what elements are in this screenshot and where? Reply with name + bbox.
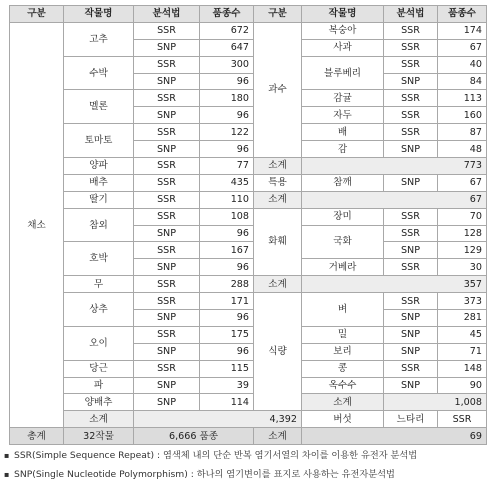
crop-name-cell: 밀	[302, 326, 384, 343]
count-cell: 108	[200, 208, 254, 225]
crop-name-cell: 감	[302, 141, 384, 158]
subtotal-value: 4,392	[134, 411, 302, 428]
method-cell: SNP	[384, 242, 438, 259]
crop-name-cell: 딸기	[64, 191, 134, 208]
table-row	[10, 191, 487, 208]
count-cell: 39	[200, 377, 254, 394]
subtotal-value: 1,008	[384, 394, 487, 411]
count-cell: 40	[438, 56, 487, 73]
count-cell: 175	[200, 326, 254, 343]
header-category: 구분	[10, 6, 64, 23]
method-cell: SSR	[134, 158, 200, 175]
count-cell: 67	[438, 39, 487, 56]
method-cell: SSR	[384, 259, 438, 276]
header-crop-name: 작물명	[302, 6, 384, 23]
method-cell: SSR	[134, 242, 200, 259]
method-cell: SSR	[438, 411, 487, 428]
method-cell: SNP	[134, 39, 200, 56]
category-cell: 버섯	[302, 411, 384, 428]
crop-name-cell: 국화	[302, 225, 384, 259]
count-cell: 129	[438, 242, 487, 259]
count-cell: 288	[200, 276, 254, 293]
method-cell: SNP	[134, 141, 200, 158]
count-cell: 96	[200, 73, 254, 90]
crop-name-cell: 콩	[302, 360, 384, 377]
table-row	[10, 377, 487, 394]
table-row	[10, 242, 487, 259]
method-cell: SNP	[384, 141, 438, 158]
count-cell: 96	[200, 141, 254, 158]
method-cell: SNP	[384, 326, 438, 343]
method-cell: SSR	[134, 191, 200, 208]
method-cell: SSR	[384, 293, 438, 310]
count-cell: 77	[200, 158, 254, 175]
crop-name-cell: 거베라	[302, 259, 384, 276]
method-cell: SSR	[134, 360, 200, 377]
header-row	[10, 6, 487, 23]
count-cell: 373	[438, 293, 487, 310]
table-row	[10, 56, 487, 73]
method-cell: SNP	[384, 343, 438, 360]
count-cell: 71	[438, 343, 487, 360]
category-cell: 특용	[254, 174, 302, 191]
count-cell: 148	[438, 360, 487, 377]
footnote-ssr	[4, 446, 417, 465]
subtotal-label: 소계	[254, 191, 302, 208]
table-row	[10, 360, 487, 377]
subtotal-label: 소계	[254, 428, 302, 445]
method-cell: SNP	[384, 377, 438, 394]
table-row	[10, 276, 487, 293]
method-cell: SSR	[384, 90, 438, 107]
crop-name-cell: 사과	[302, 39, 384, 56]
method-cell: SNP	[384, 174, 438, 191]
table-row	[10, 411, 487, 428]
count-cell: 167	[200, 242, 254, 259]
table-row	[10, 326, 487, 343]
header-method: 분석법	[134, 6, 200, 23]
crop-name-cell: 느타리	[384, 411, 438, 428]
count-cell: 113	[438, 90, 487, 107]
crop-name-cell: 배	[302, 124, 384, 141]
method-cell: SSR	[134, 22, 200, 39]
table-row	[10, 90, 487, 107]
method-cell: SNP	[134, 394, 200, 411]
footnote-snp	[4, 465, 417, 484]
crop-name-cell: 감귤	[302, 90, 384, 107]
crop-name-cell: 참외	[64, 208, 134, 242]
table-row	[10, 394, 487, 411]
count-cell: 67	[438, 174, 487, 191]
crop-name-cell: 벼	[302, 293, 384, 327]
method-cell: SSR	[134, 276, 200, 293]
method-cell: SSR	[134, 293, 200, 310]
count-cell: 48	[438, 141, 487, 158]
header-category: 구분	[254, 6, 302, 23]
total-varieties: 6,666 품종	[134, 428, 254, 445]
count-cell: 96	[200, 310, 254, 327]
method-cell: SSR	[134, 56, 200, 73]
crop-variety-table	[9, 5, 487, 445]
header-variety-count: 품종수	[438, 6, 487, 23]
crop-name-cell: 양배추	[64, 394, 134, 411]
subtotal-label: 소계	[64, 411, 134, 428]
bullet-icon: ▪	[4, 451, 10, 460]
method-cell: SSR	[384, 107, 438, 124]
table-row	[10, 22, 487, 39]
category-cell: 채소	[10, 22, 64, 427]
count-cell: 96	[200, 225, 254, 242]
count-cell: 84	[438, 73, 487, 90]
subtotal-label: 소계	[254, 158, 302, 175]
count-cell: 96	[200, 107, 254, 124]
count-cell: 171	[200, 293, 254, 310]
header-method: 분석법	[384, 6, 438, 23]
header-variety-count: 품종수	[200, 6, 254, 23]
method-cell: SNP	[384, 73, 438, 90]
category-cell: 과수	[254, 22, 302, 157]
header-crop-name: 작물명	[64, 6, 134, 23]
method-cell: SNP	[134, 343, 200, 360]
crop-name-cell: 복숭아	[302, 22, 384, 39]
total-label: 총계	[10, 428, 64, 445]
method-cell: SSR	[384, 360, 438, 377]
count-cell: 128	[438, 225, 487, 242]
footnotes	[4, 446, 417, 484]
subtotal-value: 357	[302, 276, 487, 293]
table-row	[10, 293, 487, 310]
count-cell: 300	[200, 56, 254, 73]
crop-name-cell: 호박	[64, 242, 134, 276]
category-cell: 식량	[254, 293, 302, 411]
count-cell: 110	[200, 191, 254, 208]
footnote-text: SNP(Single Nucleotide Polymorphism) : 하나의 염기변이를 표지로 사용하는 유전자분석법	[14, 469, 395, 480]
count-cell: 281	[438, 310, 487, 327]
crop-name-cell: 토마토	[64, 124, 134, 158]
crop-name-cell: 당근	[64, 360, 134, 377]
table-row	[10, 158, 487, 175]
method-cell: SSR	[134, 124, 200, 141]
method-cell: SSR	[384, 208, 438, 225]
method-cell: SSR	[384, 39, 438, 56]
crop-name-cell: 참깨	[302, 174, 384, 191]
method-cell: SNP	[134, 377, 200, 394]
count-cell: 647	[200, 39, 254, 56]
count-cell: 70	[438, 208, 487, 225]
count-cell: 90	[438, 377, 487, 394]
method-cell: SSR	[384, 225, 438, 242]
subtotal-label: 소계	[254, 276, 302, 293]
method-cell: SSR	[134, 90, 200, 107]
method-cell: SSR	[134, 174, 200, 191]
count-cell: 96	[200, 259, 254, 276]
count-cell: 174	[438, 22, 487, 39]
crop-name-cell: 고추	[64, 22, 134, 56]
method-cell: SSR	[384, 56, 438, 73]
crop-name-cell: 블루베리	[302, 56, 384, 90]
crop-name-cell: 파	[64, 377, 134, 394]
method-cell: SSR	[134, 208, 200, 225]
total-crops: 32작물	[64, 428, 134, 445]
crop-name-cell: 상추	[64, 293, 134, 327]
method-cell: SNP	[134, 310, 200, 327]
crop-name-cell: 자두	[302, 107, 384, 124]
crop-name-cell: 수박	[64, 56, 134, 90]
subtotal-value: 67	[302, 191, 487, 208]
table-row	[10, 208, 487, 225]
count-cell: 115	[200, 360, 254, 377]
count-cell: 122	[200, 124, 254, 141]
subtotal-value: 773	[302, 158, 487, 175]
count-cell: 96	[200, 343, 254, 360]
method-cell: SNP	[134, 259, 200, 276]
crop-name-cell: 옥수수	[302, 377, 384, 394]
count-cell: 672	[200, 22, 254, 39]
crop-name-cell: 장미	[302, 208, 384, 225]
count-cell: 435	[200, 174, 254, 191]
category-cell: 화훼	[254, 208, 302, 276]
bullet-icon: ▪	[4, 470, 10, 479]
method-cell: SNP	[134, 73, 200, 90]
crop-name-cell: 양파	[64, 158, 134, 175]
method-cell: SNP	[134, 225, 200, 242]
table-row	[10, 174, 487, 191]
subtotal-value: 69	[302, 428, 487, 445]
crop-name-cell: 오이	[64, 326, 134, 360]
count-cell: 180	[200, 90, 254, 107]
count-cell: 30	[438, 259, 487, 276]
subtotal-label: 소계	[302, 394, 384, 411]
crop-variety-table-container	[9, 5, 487, 445]
method-cell: SSR	[384, 124, 438, 141]
crop-name-cell: 무	[64, 276, 134, 293]
count-cell: 114	[200, 394, 254, 411]
count-cell: 45	[438, 326, 487, 343]
crop-name-cell: 배추	[64, 174, 134, 191]
count-cell: 160	[438, 107, 487, 124]
total-row	[10, 428, 487, 445]
table-row	[10, 124, 487, 141]
method-cell: SNP	[134, 107, 200, 124]
footnote-text: SSR(Simple Sequence Repeat) : 염색체 내의 단순 반복 염기서열의 차이를 이용한 유전자 분석법	[14, 450, 418, 461]
count-cell: 87	[438, 124, 487, 141]
method-cell: SSR	[384, 22, 438, 39]
method-cell: SSR	[134, 326, 200, 343]
method-cell: SNP	[384, 310, 438, 327]
crop-name-cell: 보리	[302, 343, 384, 360]
crop-name-cell: 멜론	[64, 90, 134, 124]
